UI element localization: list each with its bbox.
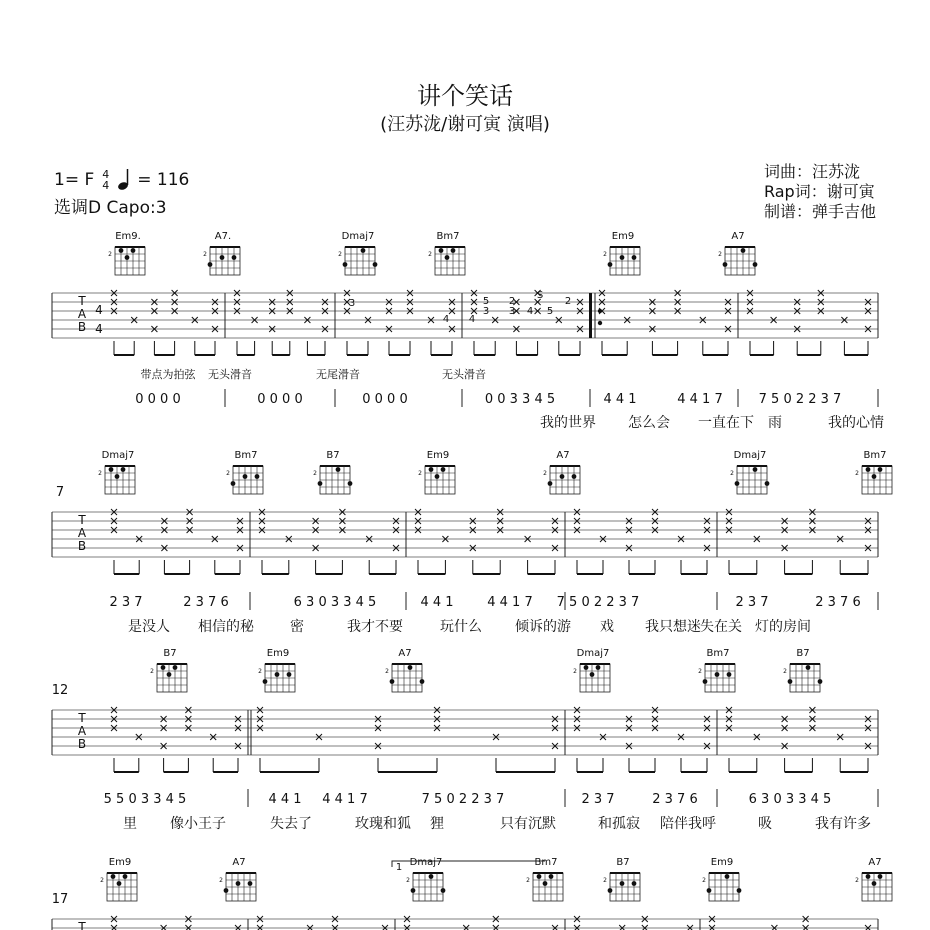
jianpu-group: 2 3 7 6 [815,595,861,610]
chord-finger-dot [806,665,811,670]
chord-finger-dot [878,874,883,879]
chord-name: Bm7 [436,231,460,242]
jianpu-group: 2 3 7 6 [652,792,698,807]
tab-fret-number: 5 [482,296,490,307]
chord-fret-number: 2 [718,251,722,258]
lyric-text: 失在关 [700,619,742,635]
chord-diagram [226,450,263,494]
tab-fret-number: 3 [348,298,356,309]
chord-fret-number: 2 [526,877,530,884]
lyric-text: 像小王子 [170,816,226,832]
lyric-text: 灯的房间 [755,619,811,635]
chord-finger-dot [248,881,253,886]
chord-finger-dot [560,474,565,479]
chord-finger-dot [620,881,625,886]
chord-name: A7 [868,857,882,868]
chord-finger-dot [548,481,553,486]
tab-time-top: 4 [95,303,103,317]
chord-finger-dot [275,672,280,677]
chord-diagram [718,231,757,275]
chord-finger-dot [549,874,554,879]
chord-fret-number: 2 [702,877,706,884]
chord-finger-dot [435,474,440,479]
jianpu-group: 2 3 7 [109,595,143,610]
repeat-bar [589,293,592,338]
chord-fret-number: 2 [603,251,607,258]
tab-fret-number: 2 [508,296,516,307]
lyric-text: 我只想迷 [645,619,701,635]
chord-finger-dot [390,679,395,684]
chord-fret-number: 2 [385,668,389,675]
lyric-text: 戏 [600,619,614,635]
chord-fret-number: 2 [100,877,104,884]
lyric-text: 陪伴我呼 [660,816,716,832]
tempo: = 116 [137,170,190,190]
chord-fret-number: 2 [226,470,230,477]
chord-finger-dot [119,248,124,253]
credit-line: 词曲：汪苏泷 [763,162,860,181]
lyric-text: 只有沉默 [500,816,556,832]
lyric-text: 我才不要 [347,619,403,635]
tab-clef-letter: A [77,307,87,321]
system-1 [52,231,884,431]
repeat-dot [598,321,602,325]
chord-finger-dot [109,467,114,472]
jianpu-group: 7 5 0 2 2 3 7 [421,792,505,807]
chord-fret-number: 2 [338,251,342,258]
jianpu-group: 5 5 0 3 3 4 5 [103,792,187,807]
chord-fret-number: 2 [543,470,547,477]
chord-finger-dot [220,255,225,260]
chord-finger-dot [572,474,577,479]
tab-clef-letter: A [77,526,87,540]
chord-name: Em9 [108,857,132,868]
lyrics-line [128,618,811,635]
chord-finger-dot [537,874,542,879]
numbered-notation [104,789,878,807]
chord-diagram [526,857,563,901]
chord-name: Bm7 [234,450,258,461]
chord-diagram [406,857,445,901]
credit-line: Rap词：谢可寅 [763,182,875,201]
chord-finger-dot [411,888,416,893]
chord-finger-dot [590,672,595,677]
chord-finger-dot [439,248,444,253]
chord-finger-dot [236,881,241,886]
chord-diagram [203,231,240,275]
chord-finger-dot [255,474,260,479]
chord-fret-number: 2 [603,877,607,884]
chord-fret-number: 2 [730,470,734,477]
chord-diagram [702,857,741,901]
chord-finger-dot [361,248,366,253]
chord-finger-dot [703,679,708,684]
chord-finger-dot [373,262,378,267]
chord-finger-dot [788,679,793,684]
chord-finger-dot [818,679,823,684]
chord-finger-dot [451,248,456,253]
chord-finger-dot [584,665,589,670]
technique-annotation: 带点为拍弦 [140,368,196,381]
tab-clef-letter: B [77,539,87,553]
chord-finger-dot [173,665,178,670]
chord-finger-dot [167,672,172,677]
technique-annotation: 无头滑音 [442,368,486,381]
chord-diagram [573,648,610,692]
chord-name: Em9. [115,231,141,242]
chord-name: Dmaj7 [341,231,375,242]
tab-clef-letter: T [78,513,86,527]
lyric-text: 吸 [758,816,772,832]
system-3 [52,648,878,832]
bar-number: 7 [55,485,65,500]
chord-name: A7 [731,231,745,242]
chord-diagram [603,857,640,901]
chord-name: B7 [326,450,340,461]
chord-diagram [730,450,769,494]
lyrics-line [123,815,871,832]
jianpu-group: 2 3 7 [735,595,769,610]
numbered-notation [109,592,878,610]
chord-name: Em9 [266,648,290,659]
chord-finger-dot [408,665,413,670]
chord-finger-dot [224,888,229,893]
chord-name: B7 [163,648,177,659]
lyric-text: 玩什么 [440,619,482,635]
chord-finger-dot [336,467,341,472]
tab-fret-number: 2 [564,296,572,307]
chord-diagram [603,231,640,275]
credit-line: 制谱：弹手吉他 [763,202,876,221]
jianpu-group: 7 5 0 2 2 3 7 [758,392,842,407]
key-signature: 1= F [54,170,95,190]
jianpu-group: 4 4 1 [420,595,454,610]
lyric-text: 狸 [430,816,444,832]
jianpu-group: 4 4 1 7 [322,792,368,807]
chord-fret-number: 2 [258,668,262,675]
chord-fret-number: 2 [219,877,223,884]
chord-diagram [855,857,892,901]
chord-finger-dot [866,467,871,472]
chord-finger-dot [737,888,742,893]
technique-annotation: 无尾滑音 [316,368,360,381]
song-subtitle: (汪苏泷/谢可寅 演唱) [380,114,550,135]
chord-fret-number: 2 [428,251,432,258]
chord-finger-dot [318,481,323,486]
chord-finger-dot [121,467,126,472]
time-signature: 4 4 [102,168,110,192]
tab-fret-number: 4 [468,314,476,325]
chord-finger-dot [735,481,740,486]
chord-name: Bm7 [863,450,887,461]
chord-name: Dmaj7 [576,648,610,659]
chord-fret-number: 2 [698,668,702,675]
lyric-text: 和孤寂 [598,816,640,832]
chord-name: Em9 [426,450,450,461]
chord-finger-dot [608,888,613,893]
chord-finger-dot [231,481,236,486]
chord-finger-dot [872,881,877,886]
jianpu-group: 4 4 1 [603,392,637,407]
chord-name: Bm7 [534,857,558,868]
chord-diagram [150,648,187,692]
chord-fret-number: 2 [313,470,317,477]
chord-diagram [219,857,256,901]
chord-diagram [385,648,424,692]
lyrics-line [540,414,884,431]
chord-finger-dot [263,679,268,684]
chord-finger-dot [429,467,434,472]
lyric-text: 是没人 [128,619,170,635]
chord-name: Dmaj7 [101,450,135,461]
lyric-text: 里 [123,816,137,832]
chord-finger-dot [161,665,166,670]
chord-name: Em9 [710,857,734,868]
chord-finger-dot [596,665,601,670]
chord-name: A7 [232,857,246,868]
chord-finger-dot [429,874,434,879]
chord-name: Em9 [611,231,635,242]
jianpu-group: 2 3 7 [581,792,615,807]
chord-finger-dot [441,888,446,893]
jianpu-group: 0 0 0 0 [257,392,303,407]
chord-finger-dot [632,881,637,886]
tab-clef-letter: T [78,294,86,308]
chord-finger-dot [727,672,732,677]
song-title: 讲个笑话 [417,82,513,110]
chord-name: Dmaj7 [409,857,443,868]
chord-finger-dot [348,481,353,486]
chord-fret-number: 2 [855,470,859,477]
jianpu-group: 0 0 3 3 4 5 [484,392,556,407]
bar-number: 17 [51,892,69,907]
jianpu-group: 0 0 0 0 [135,392,181,407]
chord-name: Dmaj7 [733,450,767,461]
chord-finger-dot [715,672,720,677]
chord-finger-dot [243,474,248,479]
chord-finger-dot [117,881,122,886]
lyric-text: 一直在下 [698,415,754,431]
chord-fret-number: 2 [150,668,154,675]
chord-diagram [855,450,892,494]
tab-clef-letter: T [78,711,86,725]
chord-name: A7 [556,450,570,461]
jianpu-group: 4 4 1 7 [487,595,533,610]
chord-name: B7 [796,648,810,659]
chord-name: A7. [214,231,232,242]
chord-finger-dot [343,262,348,267]
chord-fret-number: 2 [573,668,577,675]
numbered-notation [135,389,878,407]
chord-diagram [338,231,377,275]
chord-finger-dot [632,255,637,260]
chord-finger-dot [707,888,712,893]
jianpu-group: 7 5 0 2 2 3 7 [556,595,640,610]
chord-name: A7 [398,648,412,659]
chord-finger-dot [765,481,770,486]
chord-finger-dot [866,874,871,879]
chord-fret-number: 2 [203,251,207,258]
tab-clef-letter: T [78,920,86,930]
system-4 [52,857,892,930]
chord-finger-dot [208,262,213,267]
chord-finger-dot [753,262,758,267]
lyric-text: 玫瑰和狐 [355,816,411,832]
lyric-text: 我的心情 [828,415,884,431]
lyric-text: 怎么会 [628,415,670,431]
lyric-text: 密 [290,619,304,635]
bar-number: 12 [51,683,69,698]
lyric-text: 我的世界 [540,415,596,431]
chord-finger-dot [111,874,116,879]
capo-info: 选调D Capo:3 [54,198,167,218]
chord-fret-number: 2 [855,877,859,884]
jianpu-group: 0 0 0 0 [362,392,408,407]
chord-finger-dot [287,672,292,677]
chord-finger-dot [753,467,758,472]
tab-fret-number: 4 [526,306,534,317]
chord-finger-dot [115,474,120,479]
tab-time-bottom: 4 [95,322,103,336]
chord-finger-dot [123,874,128,879]
volta-number: 1 [395,862,403,873]
jianpu-group: 4 4 1 7 [677,392,723,407]
chord-finger-dot [232,255,237,260]
chord-finger-dot [445,255,450,260]
jianpu-group: 2 3 7 6 [183,595,229,610]
tab-fret-number: S [536,290,544,301]
chord-diagram [543,450,580,494]
chord-finger-dot [620,255,625,260]
tab-fret-number: 3 [482,306,490,317]
chord-fret-number: 2 [108,251,112,258]
lyric-text: 相信的秘 [198,619,254,635]
tab-fret-number: 5 [546,306,554,317]
chord-diagram [698,648,735,692]
chord-diagram [418,450,455,494]
chord-diagram [100,857,137,901]
tab-fret-number: 4 [442,314,450,325]
tab-clef-letter: B [77,737,87,751]
chord-diagram [313,450,352,494]
chord-diagram [258,648,295,692]
chord-finger-dot [543,881,548,886]
chord-diagram [98,450,135,494]
chord-fret-number: 2 [406,877,410,884]
chord-finger-dot [125,255,130,260]
chord-finger-dot [608,262,613,267]
chord-finger-dot [725,874,730,879]
chord-finger-dot [741,248,746,253]
chord-diagram [783,648,822,692]
chord-diagram [108,231,145,275]
tab-clef-letter: A [77,724,87,738]
chord-finger-dot [420,679,425,684]
chord-name: B7 [616,857,630,868]
jianpu-group: 6 3 0 3 3 4 5 [293,595,377,610]
tab-fret-number: 3 [508,306,516,317]
system-2 [52,450,892,635]
chord-fret-number: 2 [98,470,102,477]
technique-annotation: 无头滑音 [208,368,252,381]
chord-finger-dot [872,474,877,479]
lyric-text: 倾诉的游 [515,619,571,635]
lyric-text: 失去了 [270,816,312,832]
chord-name: Bm7 [706,648,730,659]
jianpu-group: 4 4 1 [268,792,302,807]
chord-finger-dot [441,467,446,472]
chord-fret-number: 2 [783,668,787,675]
jianpu-group: 6 3 0 3 3 4 5 [748,792,832,807]
lyric-text: 我有许多 [815,816,871,832]
chord-fret-number: 2 [418,470,422,477]
chord-diagram [428,231,465,275]
tab-clef-letter: B [77,320,87,334]
chord-finger-dot [878,467,883,472]
chord-finger-dot [131,248,136,253]
lyric-text: 雨 [768,415,782,431]
chord-finger-dot [723,262,728,267]
